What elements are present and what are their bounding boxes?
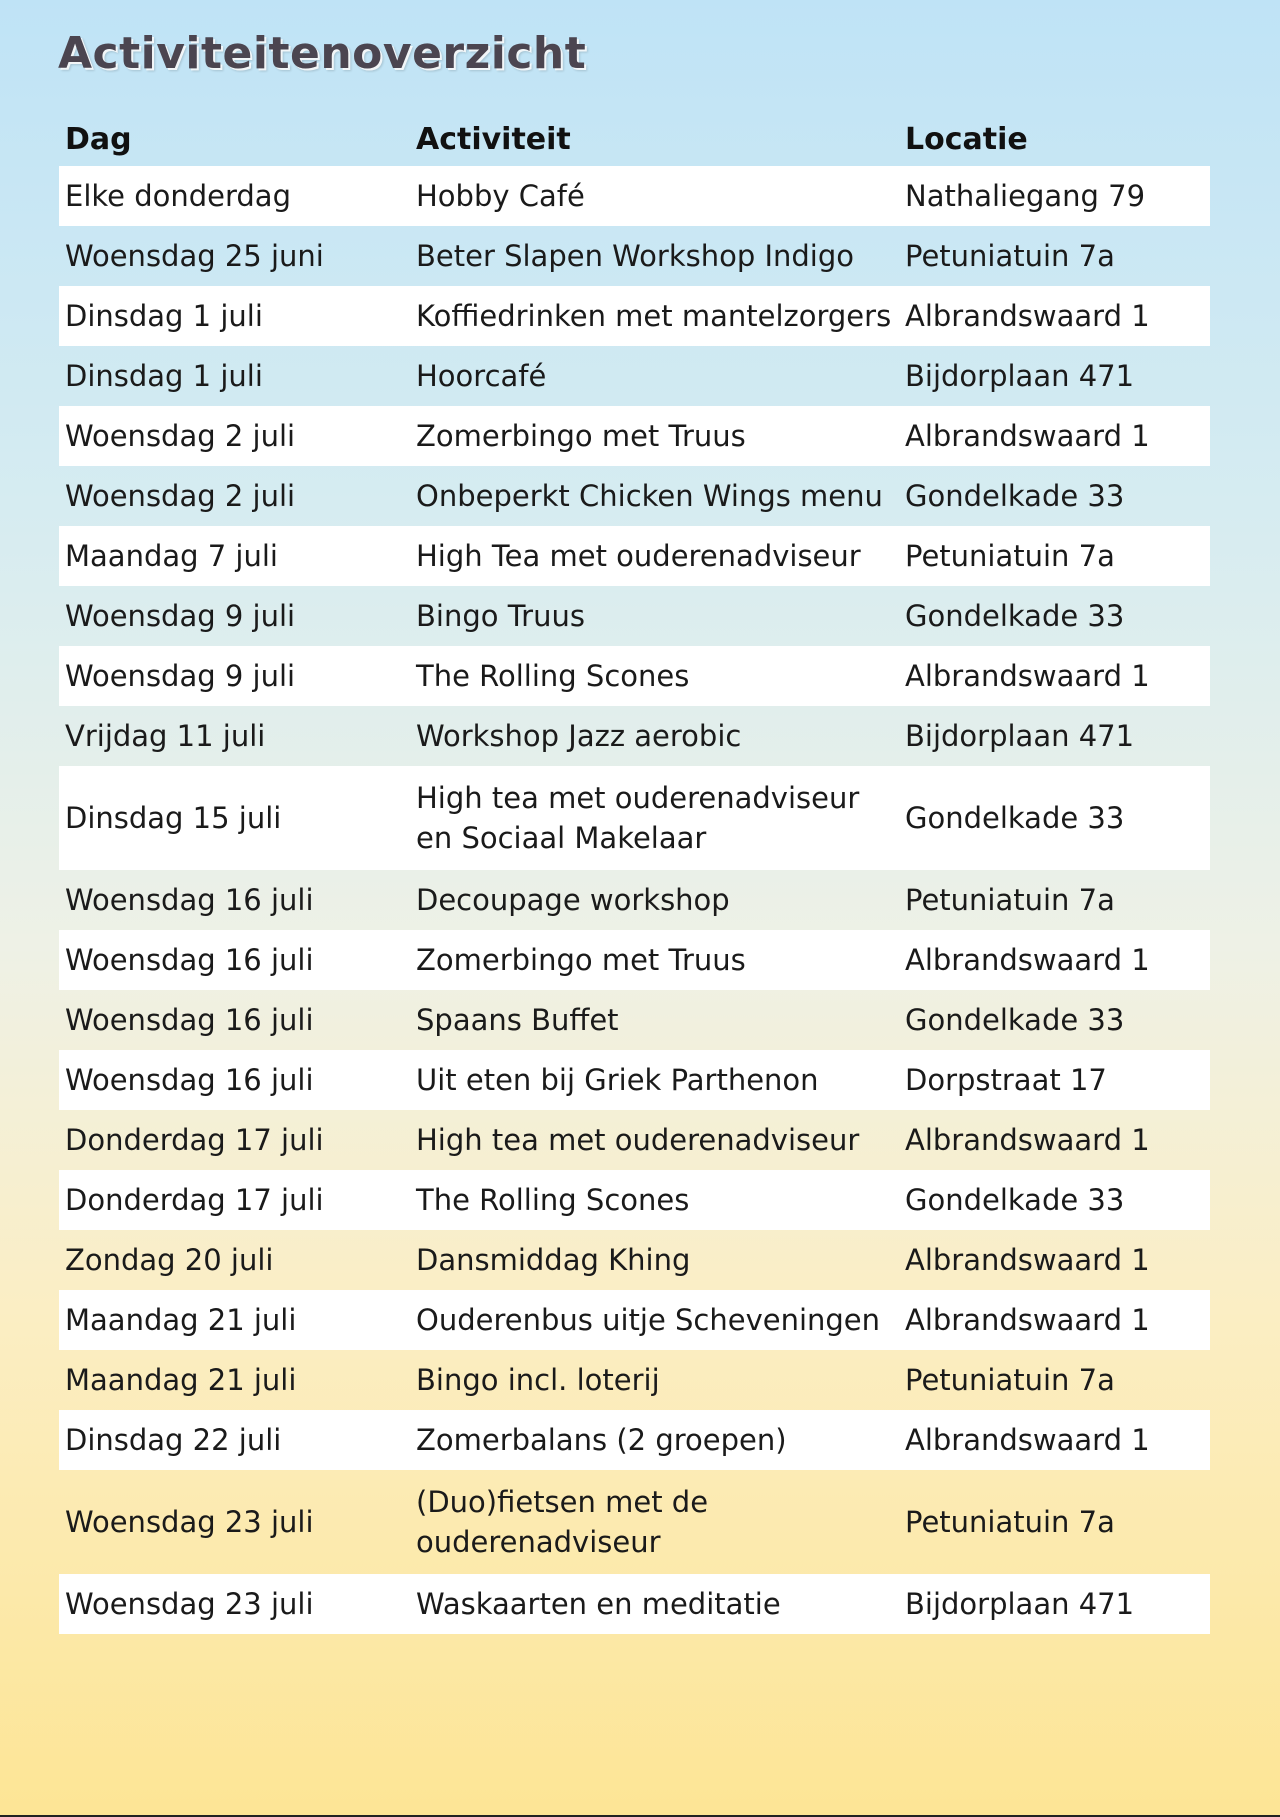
cell-day: Elke donderdag	[59, 166, 410, 226]
cell-activity: Waskaarten en meditatie	[410, 1574, 899, 1634]
cell-location: Petuniatuin 7a	[899, 526, 1210, 586]
cell-activity: Bingo incl. loterij	[416, 1363, 660, 1397]
cell-activity: Ouderenbus uitje Scheveningen	[410, 1290, 899, 1350]
cell-activity: Zomerbingo met Truus	[410, 930, 899, 990]
table-row	[59, 1410, 1210, 1470]
cell-location: Bijdorplaan 471	[905, 359, 1135, 393]
cell-location: Bijdorplaan 471	[905, 719, 1135, 753]
cell-activity: Workshop Jazz aerobic	[416, 719, 742, 753]
cell-location: Gondelkade 33	[899, 766, 1210, 870]
table-row	[59, 706, 1210, 766]
cell-activity: Decoupage workshop	[416, 883, 730, 917]
cell-day: Maandag 21 juli	[65, 1363, 297, 1397]
table-row	[59, 586, 1210, 646]
cell-day: Woensdag 16 juli	[59, 1050, 410, 1110]
cell-activity: The Rolling Scones	[410, 1170, 899, 1230]
table-row	[59, 1350, 1210, 1410]
cell-location: Bijdorplaan 471	[899, 1574, 1210, 1634]
cell-activity: Onbeperkt Chicken Wings menu	[416, 479, 883, 513]
table-row	[59, 406, 1210, 466]
table-row	[59, 1110, 1210, 1170]
table-row	[59, 1290, 1210, 1350]
cell-day: Maandag 7 juli	[59, 526, 410, 586]
table-row	[59, 1170, 1210, 1230]
cell-day: Woensdag 9 juli	[65, 599, 296, 633]
cell-location: Gondelkade 33	[899, 1170, 1210, 1230]
header-row	[59, 112, 1210, 166]
cell-location: Petuniatuin 7a	[905, 1363, 1115, 1397]
table-row	[59, 870, 1210, 930]
cell-day: Donderdag 17 juli	[65, 1123, 324, 1157]
cell-location: Albrandswaard 1	[905, 1243, 1150, 1277]
column-header-day: Dag	[65, 121, 132, 157]
cell-activity: Bingo Truus	[416, 599, 585, 633]
cell-location: Petuniatuin 7a	[905, 1505, 1115, 1539]
cell-location: Petuniatuin 7a	[905, 883, 1115, 917]
cell-activity: Zomerbingo met Truus	[410, 406, 899, 466]
cell-location: Albrandswaard 1	[899, 406, 1210, 466]
cell-activity: High tea met ouderenadviseur	[416, 1123, 860, 1157]
cell-activity: Spaans Buffet	[416, 1003, 619, 1037]
table-body	[59, 166, 1210, 1634]
cell-activity: Dansmiddag Khing	[416, 1243, 691, 1277]
cell-location: Nathaliegang 79	[899, 166, 1210, 226]
cell-day: Woensdag 2 juli	[59, 406, 410, 466]
cell-activity: Koffiedrinken met mantelzorgers	[410, 286, 899, 346]
cell-day: Woensdag 23 juli	[65, 1505, 314, 1539]
table-row	[59, 766, 1210, 870]
cell-day: Woensdag 25 juni	[65, 239, 324, 273]
table-row	[59, 1230, 1210, 1290]
table-row	[59, 1470, 1210, 1574]
column-header-activity: Activiteit	[416, 121, 571, 157]
cell-location: Gondelkade 33	[905, 479, 1125, 513]
cell-location: Albrandswaard 1	[899, 930, 1210, 990]
cell-activity: Hobby Café	[410, 166, 899, 226]
cell-day: Dinsdag 15 juli	[59, 766, 410, 870]
table-row	[59, 166, 1210, 226]
cell-day: Woensdag 16 juli	[65, 883, 314, 917]
cell-day: Woensdag 16 juli	[65, 1003, 314, 1037]
cell-location: Albrandswaard 1	[899, 1290, 1210, 1350]
table-row	[59, 1574, 1210, 1634]
cell-location: Gondelkade 33	[905, 599, 1125, 633]
table-row	[59, 930, 1210, 990]
table-row	[59, 1050, 1210, 1110]
table-row	[59, 990, 1210, 1050]
cell-day: Woensdag 9 juli	[59, 646, 410, 706]
cell-day: Dinsdag 22 juli	[59, 1410, 410, 1470]
cell-day: Vrijdag 11 juli	[65, 719, 266, 753]
cell-day: Woensdag 16 juli	[59, 930, 410, 990]
cell-day: Woensdag 2 juli	[65, 479, 296, 513]
table-header	[59, 112, 1210, 166]
activities-table	[59, 112, 1210, 1634]
cell-day: Zondag 20 juli	[65, 1243, 274, 1277]
cell-location: Dorpstraat 17	[899, 1050, 1210, 1110]
cell-activity: Beter Slapen Workshop Indigo	[416, 239, 855, 273]
table-row	[59, 286, 1210, 346]
page-title: Activiteitenoverzicht	[58, 28, 587, 79]
column-header-location: Locatie	[905, 121, 1028, 157]
table-row	[59, 526, 1210, 586]
cell-day: Dinsdag 1 juli	[65, 359, 263, 393]
cell-location: Albrandswaard 1	[899, 646, 1210, 706]
cell-location: Gondelkade 33	[905, 1003, 1125, 1037]
cell-activity: High tea met ouderenadviseur en Sociaal Makelaar	[410, 766, 899, 870]
table-row	[59, 226, 1210, 286]
cell-day: Donderdag 17 juli	[59, 1170, 410, 1230]
table-row	[59, 466, 1210, 526]
cell-day: Maandag 21 juli	[59, 1290, 410, 1350]
cell-activity: High Tea met ouderenadviseur	[410, 526, 899, 586]
cell-location: Albrandswaard 1	[899, 1410, 1210, 1470]
cell-location: Albrandswaard 1	[905, 1123, 1150, 1157]
table-row	[59, 346, 1210, 406]
table-row	[59, 646, 1210, 706]
cell-location: Petuniatuin 7a	[905, 239, 1115, 273]
cell-day: Woensdag 23 juli	[59, 1574, 410, 1634]
cell-day: Dinsdag 1 juli	[59, 286, 410, 346]
cell-activity: Zomerbalans (2 groepen)	[410, 1410, 899, 1470]
cell-activity: (Duo)fietsen met de ouderenadviseur	[416, 1485, 709, 1559]
cell-activity: Uit eten bij Griek Parthenon	[410, 1050, 899, 1110]
cell-activity: The Rolling Scones	[410, 646, 899, 706]
cell-activity: Hoorcafé	[416, 359, 547, 393]
cell-location: Albrandswaard 1	[899, 286, 1210, 346]
